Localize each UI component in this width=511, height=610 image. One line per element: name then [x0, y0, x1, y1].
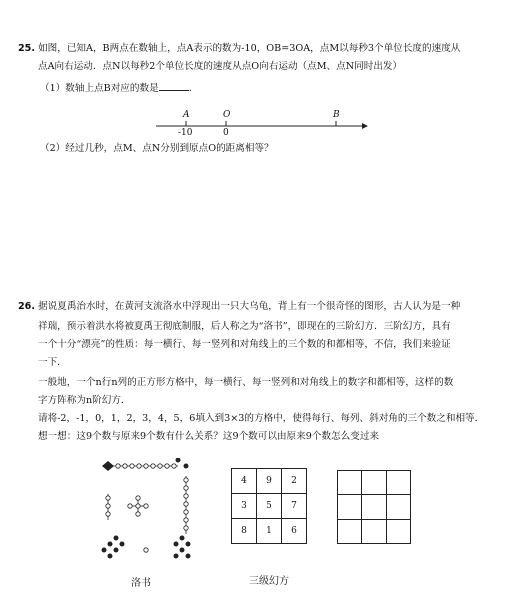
q25-number: 25. — [18, 43, 35, 54]
q25-part1-suffix: . — [188, 83, 192, 94]
magic-cell: 2 — [282, 469, 307, 494]
caption-magic-square: 三级幻方 — [249, 576, 289, 587]
q25-text-line1: 如图，已知A，B两点在数轴上，点A表示的数为-10，OB=3OA，点M以每秒3个单位长度的速度从 — [38, 43, 461, 54]
luoshu-black-dot — [102, 461, 114, 471]
answer-cell[interactable] — [386, 471, 410, 495]
q26-para3-line1: 请将-2，-1，0，1，2，3，4，5，6填入到3×3的方格中，使得每行、每列、斜对角的三个数之和相等． — [38, 413, 485, 424]
q26-para3-line2: 想一想：这9个数与原来9个数有什么关系？这9个数可以由原来9个数怎么变过来 — [38, 431, 380, 442]
answer-cell[interactable] — [362, 519, 386, 543]
q26-para1-line1: 据说夏禹治水时，在黄河支流洛水中浮现出一只大乌龟，背上有一个很奇怪的图形，古人认为是一种 — [38, 301, 461, 312]
magic-cell: 4 — [232, 469, 257, 494]
answer-cell[interactable] — [362, 495, 386, 519]
answer-cell[interactable] — [338, 519, 362, 543]
magic-square — [231, 468, 307, 544]
magic-cell: 9 — [257, 469, 282, 494]
point-a-label: A — [183, 110, 190, 120]
caption-luoshu: 洛书 — [131, 578, 151, 589]
q25-part1 — [40, 80, 192, 95]
answer-cell[interactable] — [362, 471, 386, 495]
magic-cell: 1 — [257, 519, 282, 544]
q25-part1-prefix: （1）数轴上点B对应的数是 — [40, 83, 159, 94]
point-b-label: B — [333, 110, 340, 120]
answer-cell[interactable] — [338, 495, 362, 519]
q26-para1-line2: 祥瑞，预示着洪水将被夏禹王彻底制服，后人称之为“洛书”，即现在的三阶幻方．三阶幻方，具有 — [38, 321, 451, 332]
magic-cell: 3 — [232, 494, 257, 519]
q25-part2: （2）经过几秒，点M、点N分别到原点O的距离相等？ — [40, 143, 274, 154]
q25-line1 — [18, 42, 460, 55]
luoshu-diagram — [98, 458, 198, 562]
q26-para1-line4: 一下． — [38, 357, 67, 368]
point-o-label: O — [223, 110, 231, 120]
tick-label-a: -10 — [178, 128, 193, 138]
magic-cell: 5 — [257, 494, 282, 519]
magic-cell: 8 — [232, 519, 257, 544]
answer-cell[interactable] — [338, 471, 362, 495]
magic-cell: 6 — [282, 519, 307, 544]
magic-cell: 7 — [282, 494, 307, 519]
q26-para2-line2: 字方阵称为n阶幻方． — [38, 395, 131, 406]
q26-para1-line3: 一个十分“漂亮”的性质：每一横行、每一竖列和对角线上的三个数的和都相等，不信，我们来验证 — [38, 339, 451, 350]
answer-grid — [337, 470, 411, 544]
tick-label-o: 0 — [223, 128, 229, 138]
q25-answer-blank[interactable] — [159, 80, 189, 91]
q26-line1 — [18, 300, 460, 313]
q26-para2-line1: 一般地，一个n行n列的正方形方格中，每一横行、每一竖列和对角线上的数字和都相等，这样的数 — [38, 377, 454, 388]
answer-cell[interactable] — [386, 519, 410, 543]
answer-cell[interactable] — [386, 495, 410, 519]
q25-text-line2: 点A向右运动．点N以每秒2个单位长度的速度从点O向右运动（点M、点N同时出发） — [38, 61, 403, 72]
q26-number: 26. — [18, 301, 35, 312]
